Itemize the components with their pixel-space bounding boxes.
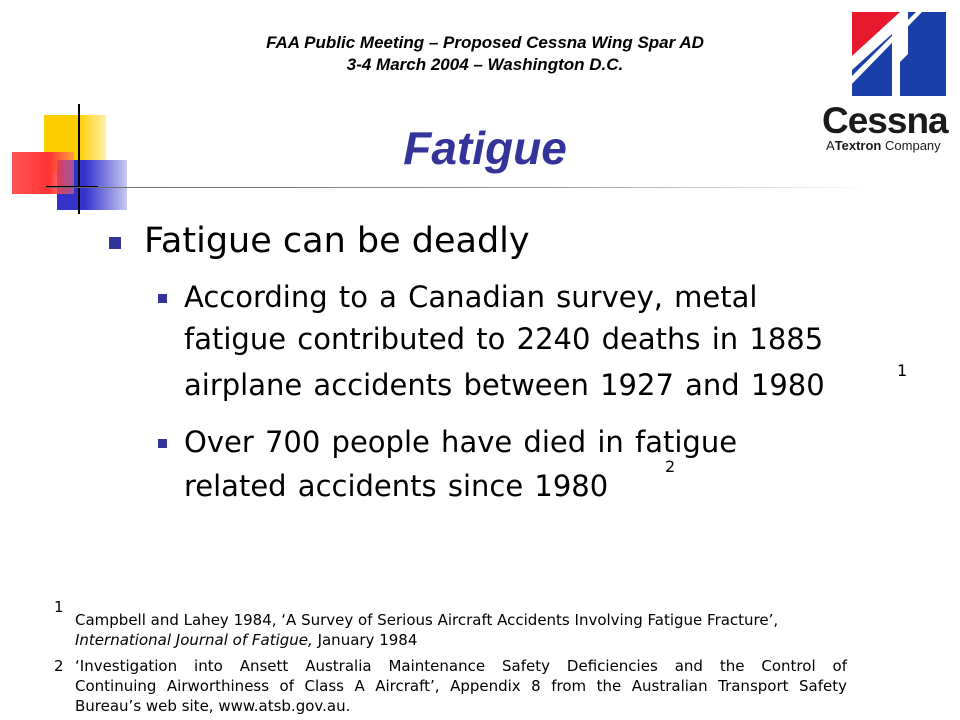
meeting-header-line2: 3-4 March 2004 – Washington D.C.	[346, 55, 624, 74]
footnote-2-line3: Bureau’s web site, www.atsb.gov.au.	[75, 697, 351, 715]
footnote-1-line2: International Journal of Fatigue, January 1984	[75, 631, 418, 649]
bullet-fatigue-deadly: Fatigue can be deadly	[144, 221, 530, 261]
sub-bullet-canadian-line1: According to a Canadian survey, metal	[184, 280, 758, 314]
footnote-ref-2: 2	[665, 457, 676, 476]
footnote-number-2: 2	[54, 657, 64, 675]
footnote-2-line1: ‘Investigation into Ansett Australia Maintenance Safety Deficiencies and the Control of	[75, 657, 847, 675]
logo-wordmark: Cessna	[822, 100, 948, 141]
sub-bullet-700-line1: Over 700 people have died in fatigue	[184, 425, 738, 459]
title-divider	[45, 187, 875, 188]
footnote-ref-1: 1	[897, 361, 908, 380]
sub-bullet-marker	[158, 294, 167, 303]
sub-bullet-marker	[158, 439, 167, 448]
cessna-emblem-icon	[820, 10, 955, 102]
footnote-2-line2: Continuing Airworthiness of Class A Aircraft’, Appendix 8 from the Australian Transport Safety	[75, 677, 847, 695]
sub-bullet-canadian-line3: airplane accidents between 1927 and 1980	[184, 368, 825, 402]
footnote-number-1: 1	[54, 598, 64, 616]
decoration-vertical-line	[78, 104, 80, 214]
bullet-marker	[109, 237, 121, 249]
logo-tagline: ATextron Company	[826, 138, 941, 153]
sub-bullet-700-line2: related accidents since 1980	[184, 469, 609, 503]
sub-bullet-canadian-line2: fatigue contributed to 2240 deaths in 1885	[184, 322, 824, 356]
slide-title: Fatigue	[403, 122, 567, 174]
meeting-header-line1: FAA Public Meeting – Proposed Cessna Wing Spar AD	[266, 33, 704, 52]
footnote-1-line1: Campbell and Lahey 1984, ‘A Survey of Serious Aircraft Accidents Involving Fatigue Fracture’,	[75, 611, 779, 629]
